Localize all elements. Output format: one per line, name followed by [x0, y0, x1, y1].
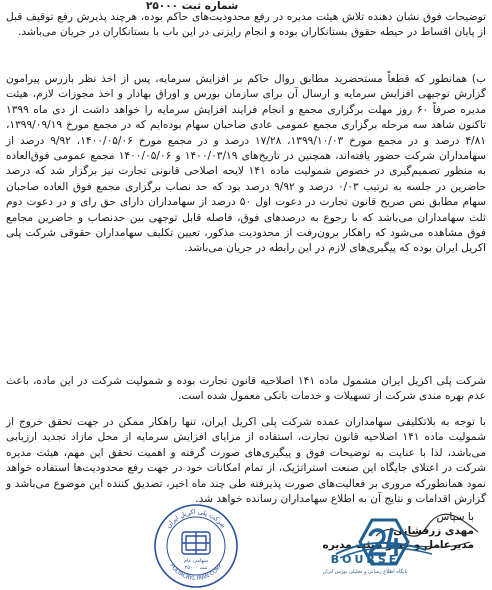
signature-regards: با سپاس — [436, 511, 474, 523]
paragraph-4: با توجه به بلاتکلیفی سهامداران عمده شرکت پلی اکریل ایران، تنها راهکار ممکن در جهت تحقق خروج از شمولیت ماده ۱۴۱ اصلاحیه قانون تجارت، استفاده از مزایای افزایش سرمایه از محل مازاد تجدید ارزیابی می‌باشد، لذا با عنایت به توضیحات فوق و پیگیری‌های صورت گرفته و اهمیت تحقق این مهم، هیئت مدیره شرکت در اعتلای جایگاه این صنعت استراتژیک، از تمام امکانات خود در جهت رفع محدودیت‌ها استفاده خواهد نمود همانطورکه مروری بر فعالیت‌های صورت پذیرفته طی چند ماه اخیر، تصدیق کننده این موضوع می‌باشد و گزارش اقدامات و نتایج آن به اطلاع سهامداران رسانده خواهد شد. — [6, 416, 486, 506]
stamp-knot-icon — [182, 532, 210, 554]
paragraph-3: شرکت پلی اکریل ایران مشمول ماده ۱۴۱ اصلاحیه قانون تجارت بوده و شمولیت شرکت در این ماده، باعث عدم بهره مندی شرکت از تسهیلات و خدمات بانکی معمول شده است. — [6, 375, 486, 403]
company-stamp — [152, 502, 240, 590]
stamp-latin-text: POLYACRYL IRAN CORP — [168, 562, 224, 583]
logo-tagline: پایگاه اطلاع رسانی و تحلیلی بورس ایران — [322, 569, 408, 575]
stamp-center-text: سهامی عام — [183, 558, 209, 564]
stamp-top-text: شرکت پلی اکریل ایران — [164, 507, 228, 530]
paragraph-2: ب) همانطور که قطعاً مستحضرید مطابق روال حاکم بر افزایش سرمایه، پس از اخذ نظر بازرس پیرامون گزارش توجیهی افزایش سرمایه و ارسال آن برای سازمان بورس و اوراق بهادار و اخذ مجوزات لازم، هیئت مدیره صرفاً ۶۰ روز مهلت برگزاری مجمع و انجام فرایند افزایش سرمایه را خواهد داشت از دی ماه ۱۳۹۹ تاکنون شاهد سه مرحله برگزاری مجمع عمومی عادی صاحبان سهام بوده‌ایم که در مجمع مورخ ۱۳۹۹/۰۹/۱۹، ۴/۸۱ درصد و در مجمع مورخ ۱۳۹۹/۱۰/۰۳، ۱۷/۲۸ درصد و در مجمع مورخ ۱۴۰۰/۰۵/۰۶، ۹/۹۲ درصد از سهامداران شرکت حضور یافته‌اند، همچنین در تاریخ‌های ۱۴۰۰/۰۳/۱۹ و ۱۴۰۰/۰۵/۰۶ مجمع عمومی فوق‌العاده به منظور تصمیم‌گیری در خصوص شمولیت ماده ۱۴۱ لایحه اصلاحی قانونی تجارت نیز برگزار شد که درصد حاضرین در جلسه به ترتیب ۰/۰۳ درصد و ۹/۹۲ درصد بود که حد نصاب برگزاری مجمع فوق العاده صاحبان سهام مطابق نص صریح قانون تجارت در دعوت اول ۵۰ درصد از سهامداران دارای حق رای و در دعوت دوم ثلث سهامداران می‌باشد که با رجوع به درصدهای فوق، فاصله قابل توجهی بین حدنصاب و حاضرین مجامع فوق مشاهده می‌شود که راهکار برون‌رفت از محدودیت مذکور، تعیین تکلیف سهامداران حقوقی شرکت پلی اکریل ایران بوده که پیگیری‌های لازم در این رابطه در جریان می‌باشد. — [6, 73, 487, 255]
logo-wordmark: BOURSE — [330, 553, 400, 566]
letter-body — [6, 0, 486, 590]
bourse-logo — [276, 514, 488, 588]
registration-number: شماره ثبت ۲۵۰۰۰ — [146, 0, 239, 12]
paragraph-1: توضیحات فوق نشان دهنده تلاش هیئت مدیره در رفع محدودیت‌های حاکم بوده، هرچند پذیرش رفع توقیف قبل از پایان اقساط در حیطه حقوق بستانکاران بوده و انجام رایزنی در این باب با بستانکاران در جریان می‌باشد. — [6, 11, 486, 39]
signatory-title: مدیرعامل و عضو هیئت مدیره — [322, 539, 474, 551]
stamp-reg-text: ثبت ۲۵۰۰۰ — [184, 565, 208, 571]
signatory-name: مهدی زرفشانی — [393, 525, 474, 537]
